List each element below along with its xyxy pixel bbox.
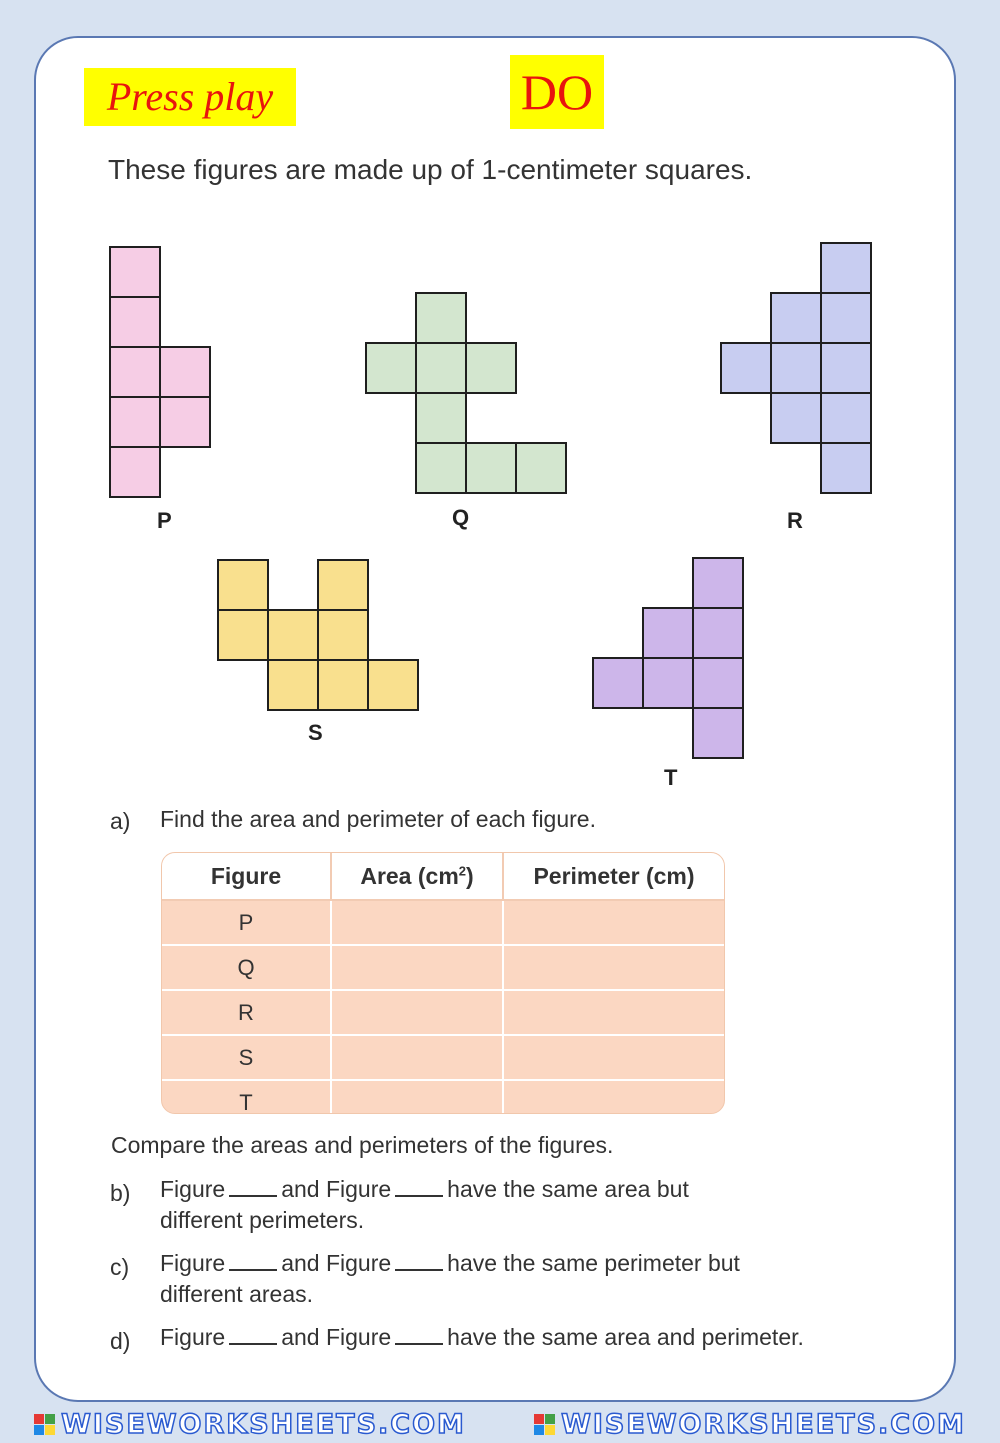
figure-t-label: T: [664, 765, 678, 790]
area-answer-cell[interactable]: [331, 945, 503, 990]
answer-blank[interactable]: [395, 1325, 443, 1345]
table-row: [162, 945, 724, 990]
area-answer-cell[interactable]: [331, 990, 503, 1035]
figure-q: [366, 293, 566, 493]
unit-square: [218, 610, 268, 660]
do-button[interactable]: DO: [510, 55, 604, 129]
table-row: [162, 1080, 724, 1114]
unit-square: [110, 447, 160, 497]
figure-q-label: Q: [452, 505, 470, 530]
unit-square: [416, 393, 466, 443]
unit-square: [771, 293, 821, 343]
answer-blank[interactable]: [395, 1177, 443, 1197]
unit-square: [218, 560, 268, 610]
table-row: [162, 1035, 724, 1080]
figure-p: [110, 247, 210, 497]
footer-brand-text: WISEWORKSHEETS.COM: [561, 1409, 966, 1440]
perimeter-answer-cell[interactable]: [503, 945, 724, 990]
question-b-letter: b): [110, 1180, 131, 1206]
logo-blocks-icon: [34, 1414, 55, 1435]
unit-square: [318, 660, 368, 710]
figure-p-label: P: [157, 508, 172, 533]
question-a-text: Find the area and perimeter of each figure.: [160, 806, 596, 832]
unit-square: [318, 560, 368, 610]
unit-square: [416, 443, 466, 493]
question-d-letter: d): [110, 1328, 131, 1354]
unit-square: [466, 443, 516, 493]
footer-logo: [34, 1409, 466, 1440]
footer-banner: [0, 1406, 1000, 1443]
question-c-letter: c): [110, 1254, 130, 1280]
figure-s: [218, 560, 418, 710]
unit-square: [693, 658, 743, 708]
question-c-line1: Figure and Figure have the same perimeter but: [160, 1250, 740, 1276]
answer-blank[interactable]: [229, 1177, 277, 1197]
unit-square: [160, 397, 210, 447]
unit-square: [821, 293, 871, 343]
unit-square: [593, 658, 643, 708]
answer-blank[interactable]: [395, 1251, 443, 1271]
figure-r-label: R: [787, 508, 803, 533]
unit-square: [516, 443, 566, 493]
unit-square: [318, 610, 368, 660]
header-figure: Figure: [162, 853, 331, 900]
unit-square: [821, 343, 871, 393]
intro-text: These figures are made up of 1-centimeter squares.: [108, 154, 753, 185]
unit-square: [268, 660, 318, 710]
row-figure-label: T: [162, 1080, 331, 1114]
logo-blocks-icon: [534, 1414, 555, 1435]
area-answer-cell[interactable]: [331, 1080, 503, 1114]
perimeter-answer-cell[interactable]: [503, 1080, 724, 1114]
unit-square: [821, 243, 871, 293]
unit-square: [643, 608, 693, 658]
header-area: Area $(cm^2)$: [331, 853, 503, 900]
question-d-line1: Figure and Figure have the same area and perimeter.: [160, 1324, 804, 1350]
figure-s-label: S: [308, 720, 323, 745]
unit-square: [771, 393, 821, 443]
area-answer-cell[interactable]: [331, 900, 503, 945]
unit-square: [771, 343, 821, 393]
unit-square: [693, 608, 743, 658]
unit-square: [110, 347, 160, 397]
row-figure-label: S: [162, 1035, 331, 1080]
row-figure-label: P: [162, 900, 331, 945]
unit-square: [110, 247, 160, 297]
unit-square: [160, 347, 210, 397]
unit-square: [821, 393, 871, 443]
question-b-line1: Figure and Figure have the same area but: [160, 1176, 689, 1202]
header-perimeter: Perimeter (cm): [503, 853, 724, 900]
table-row: [162, 900, 724, 945]
question-b-line2: different perimeters.: [160, 1207, 365, 1233]
perimeter-answer-cell[interactable]: [503, 1035, 724, 1080]
table-row: [162, 990, 724, 1035]
unit-square: [466, 343, 516, 393]
unit-square: [693, 708, 743, 758]
answer-blank[interactable]: [229, 1251, 277, 1271]
figure-r: [721, 243, 871, 493]
figure-t: [593, 558, 743, 758]
unit-square: [721, 343, 771, 393]
area-answer-cell[interactable]: [331, 1035, 503, 1080]
unit-square: [110, 297, 160, 347]
unit-square: [643, 658, 693, 708]
answer-blank[interactable]: [229, 1325, 277, 1345]
question-a-letter: a): [110, 808, 131, 834]
row-figure-label: Q: [162, 945, 331, 990]
compare-instruction: Compare the areas and perimeters of the figures.: [111, 1132, 614, 1158]
perimeter-answer-cell[interactable]: [503, 900, 724, 945]
press-play-button[interactable]: Press play: [84, 68, 296, 126]
perimeter-answer-cell[interactable]: [503, 990, 724, 1035]
unit-square: [416, 293, 466, 343]
footer-logo: [534, 1409, 966, 1440]
unit-square: [416, 343, 466, 393]
row-figure-label: R: [162, 990, 331, 1035]
unit-square: [368, 660, 418, 710]
footer-brand-text: WISEWORKSHEETS.COM: [61, 1409, 466, 1440]
area-perimeter-table: [161, 852, 725, 1114]
unit-square: [110, 397, 160, 447]
question-c-line2: different areas.: [160, 1281, 314, 1307]
unit-square: [366, 343, 416, 393]
unit-square: [693, 558, 743, 608]
unit-square: [268, 610, 318, 660]
unit-square: [821, 443, 871, 493]
